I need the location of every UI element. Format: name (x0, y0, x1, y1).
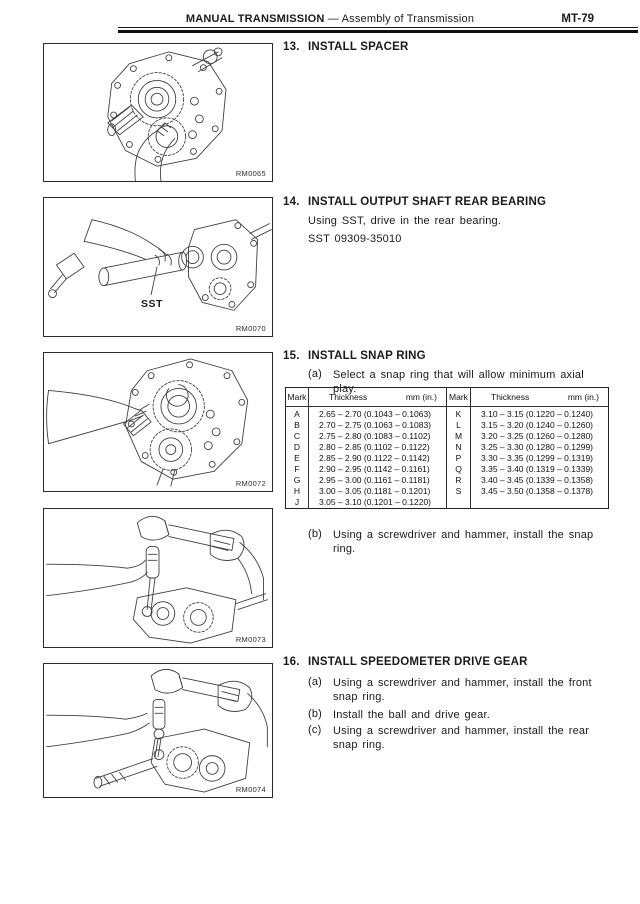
step-text: Using a screwdriver and hammer, install the snap ring. (333, 529, 594, 555)
header-rule-thin (118, 27, 638, 28)
mark-cell: N (447, 442, 471, 453)
unit-label: mm (in.) (405, 392, 437, 402)
screwdriver-hammer-illustration (44, 509, 272, 647)
table-row (286, 431, 609, 442)
mark-cell: J (294, 497, 300, 507)
section-number: 13. (283, 41, 300, 53)
figure-id-label: RM0073 (235, 635, 266, 644)
figure-box-snap-ring (43, 352, 273, 492)
header-section-name: MANUAL TRANSMISSION (185, 13, 325, 25)
speedometer-gear-install-illustration (44, 664, 272, 797)
thickness-cell: 3.10 – 3.15 (0.1220 – 0.1240) (471, 407, 609, 421)
unit-label: mm (in.) (567, 392, 599, 402)
figure-id-label: RM0072 (235, 479, 266, 488)
mark-cell: A (294, 409, 300, 419)
section-14-heading (283, 196, 546, 208)
thickness-cell: 3.20 – 3.25 (0.1260 – 0.1280) (471, 431, 609, 442)
section-16-heading (283, 656, 528, 668)
table-row (286, 453, 609, 464)
figure-id-label: RM0074 (235, 785, 266, 794)
mark-cell: H (293, 486, 301, 496)
mark-cell: D (293, 442, 301, 452)
figure-box-speedometer-gear (43, 663, 273, 798)
mark-cell: M (447, 431, 471, 442)
column-header-thickness (309, 388, 447, 407)
section-number: 16. (283, 656, 300, 668)
mark-cell: Q (447, 464, 471, 475)
mark-cell: P (447, 453, 471, 464)
step-text: Using a screwdriver and hammer, install the front snap ring. (333, 677, 592, 703)
thickness-cell: 2.70 – 2.75 (0.1063 – 0.1083) (309, 420, 447, 431)
step-label: (b) (308, 528, 323, 540)
section-16-step-c (308, 724, 605, 752)
section-number: 14. (283, 196, 300, 208)
thickness-cell: 3.25 – 3.30 (0.1280 – 0.1299) (471, 442, 609, 453)
thickness-cell: 3.45 – 3.50 (0.1358 – 0.1378) (471, 486, 609, 497)
thickness-cell: 2.75 – 2.80 (0.1083 – 0.1102) (309, 431, 447, 442)
table-row (286, 464, 609, 475)
mark-cell: B (294, 420, 300, 430)
sst-bearing-driver-illustration (44, 198, 272, 336)
mark-cell (447, 497, 471, 509)
figure-id-label: RM0065 (235, 169, 266, 178)
section-16-step-a (308, 676, 605, 704)
thickness-cell: 2.65 – 2.70 (0.1043 – 0.1063) (309, 407, 447, 421)
section-title: INSTALL SPEEDOMETER DRIVE GEAR (308, 656, 528, 668)
header-subsection-name: — Assembly of Transmission (324, 13, 475, 25)
step-label: (a) (308, 368, 323, 380)
thickness-cell: 3.30 – 3.35 (0.1299 – 0.1319) (471, 453, 609, 464)
snap-ring-hand-illustration (44, 353, 272, 491)
page-header-title (120, 13, 540, 25)
mark-cell: C (293, 431, 301, 441)
table-row (286, 420, 609, 431)
thickness-cell: 2.95 – 3.00 (0.1161 – 0.1181) (309, 475, 447, 486)
section-14-instruction: Using SST, drive in the rear bearing. (308, 215, 502, 227)
table-row (286, 475, 609, 486)
mark-cell: L (447, 420, 471, 431)
thickness-label: Thickness (491, 392, 530, 402)
figure-box-screwdriver-hammer (43, 508, 273, 648)
sst-callout-label: SST (141, 298, 163, 310)
column-header-mark: Mark (447, 388, 471, 407)
mark-cell: G (293, 475, 301, 485)
section-15-heading (283, 350, 426, 362)
thickness-cell: 2.85 – 2.90 (0.1122 – 0.1142) (309, 453, 447, 464)
mark-cell: R (447, 475, 471, 486)
column-header-thickness (471, 388, 609, 407)
thickness-cell: 3.40 – 3.45 (0.1339 – 0.1358) (471, 475, 609, 486)
mark-cell: S (447, 486, 471, 497)
section-15-step-b (308, 528, 608, 556)
section-title: INSTALL OUTPUT SHAFT REAR BEARING (308, 196, 547, 208)
thickness-cell: 2.80 – 2.85 (0.1102 – 0.1122) (309, 442, 447, 453)
step-label: (b) (308, 708, 323, 720)
step-label: (a) (308, 676, 323, 688)
mark-cell: E (294, 453, 300, 463)
snap-ring-thickness-table (285, 387, 609, 509)
thickness-cell: 3.35 – 3.40 (0.1319 – 0.1339) (471, 464, 609, 475)
section-14-sst-number: SST 09309-35010 (308, 233, 402, 245)
step-label: (c) (308, 724, 322, 736)
header-rule-thick (118, 30, 638, 33)
table-row (286, 486, 609, 497)
section-title: INSTALL SNAP RING (308, 350, 426, 362)
section-number: 15. (283, 350, 300, 362)
page-number: MT-79 (561, 13, 594, 25)
mark-cell: K (447, 407, 471, 421)
thickness-cell (471, 497, 609, 509)
thickness-cell: 3.05 – 3.10 (0.1201 – 0.1220) (309, 497, 447, 509)
mark-cell: F (294, 464, 300, 474)
section-13-heading (283, 41, 409, 53)
table-header-row (286, 388, 609, 407)
step-text: Using a screwdriver and hammer, install the rear snap ring. (333, 725, 590, 751)
figure-box-sst-rear-bearing (43, 197, 273, 337)
step-text: Install the ball and drive gear. (333, 709, 490, 721)
figure-box-install-spacer (43, 43, 273, 182)
step-text: Select a snap ring that will allow minimum axial play. (333, 369, 584, 395)
thickness-cell: 2.90 – 2.95 (0.1142 – 0.1161) (309, 464, 447, 475)
table-row (286, 442, 609, 453)
section-16-step-b (308, 708, 605, 722)
table-row (286, 407, 609, 421)
table-row (286, 497, 609, 509)
transmission-spacer-illustration (44, 44, 272, 181)
column-header-mark: Mark (286, 388, 309, 407)
thickness-cell: 3.00 – 3.05 (0.1181 – 0.1201) (309, 486, 447, 497)
figure-id-label: RM0070 (235, 324, 266, 333)
section-title: INSTALL SPACER (308, 41, 409, 53)
thickness-cell: 3.15 – 3.20 (0.1240 – 0.1260) (471, 420, 609, 431)
thickness-label: Thickness (329, 392, 368, 402)
